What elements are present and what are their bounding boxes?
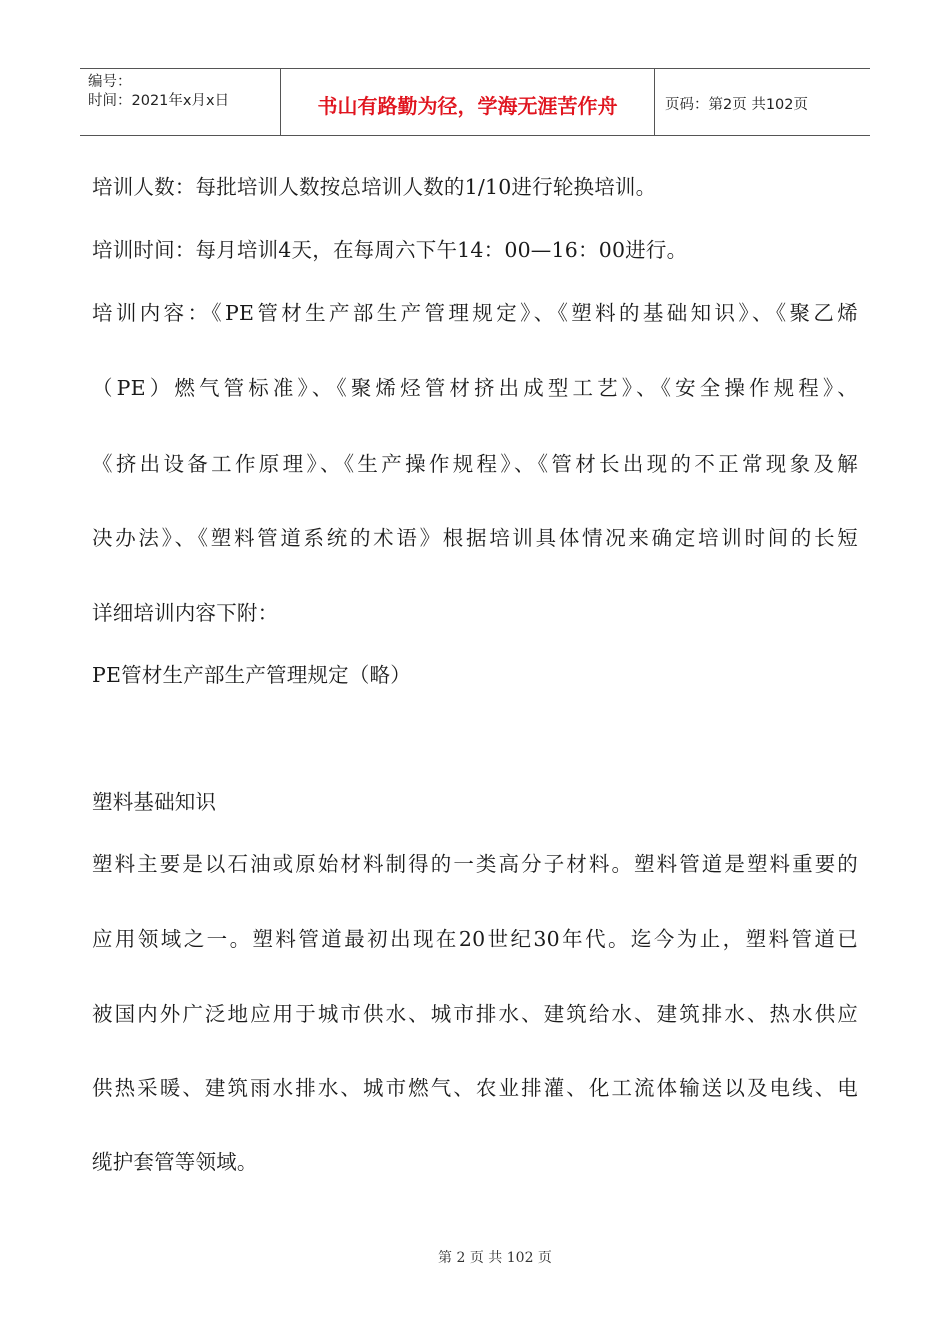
number-label: 编号： (88, 74, 132, 90)
time-label: 时间：2021年x月x日 (88, 93, 230, 109)
paragraph-line: 培训时间：每月培训4天，在每周六下午14：00—16：00进行。 (92, 238, 688, 262)
paragraph-line: 《挤出设备工作原理》、《生产操作规程》、《管材长出现的不正常现象及解 (92, 452, 858, 476)
paragraph-line: 详细培训内容下附： (92, 601, 279, 625)
paragraph-line: 决办法》、《塑料管道系统的术语》根据培训具体情况来确定培训时间的长短 (92, 526, 858, 550)
paragraph-line: 应用领域之一。塑料管道最初出现在20世纪30年代。迄今为止，塑料管道已 (92, 927, 858, 951)
paragraph-line: （PE）燃气管标准》、《聚烯烃管材挤出成型工艺》、《安全操作规程》、 (92, 376, 858, 400)
paragraph-line: 培训人数：每批培训人数按总培训人数的1/10进行轮换培训。 (92, 175, 657, 199)
header-motto: 书山有路勤为径，学海无涯苦作舟 (281, 69, 655, 135)
document-header (80, 68, 870, 136)
paragraph-line: 被国内外广泛地应用于城市供水、城市排水、建筑给水、建筑排水、热水供应 (92, 1002, 858, 1026)
paragraph-line: PE管材生产部生产管理规定（略） (92, 663, 411, 687)
paragraph-line: 缆护套管等领域。 (92, 1150, 258, 1174)
header-page-info: 页码：第2页 共102页 (665, 96, 809, 113)
paragraph-line: 塑料主要是以石油或原始材料制得的一类高分子材料。塑料管道是塑料重要的 (92, 852, 858, 876)
section-heading: 塑料基础知识 (92, 790, 217, 814)
paragraph-line: 供热采暖、建筑雨水排水、城市燃气、农业排灌、化工流体输送以及电线、电 (92, 1076, 858, 1100)
paragraph-line: 培训内容：《PE管材生产部生产管理规定》、《塑料的基础知识》、《聚乙烯 (92, 301, 858, 325)
page-footer: 第 2 页 共 102 页 (438, 1250, 552, 1266)
header-meta (80, 69, 281, 135)
